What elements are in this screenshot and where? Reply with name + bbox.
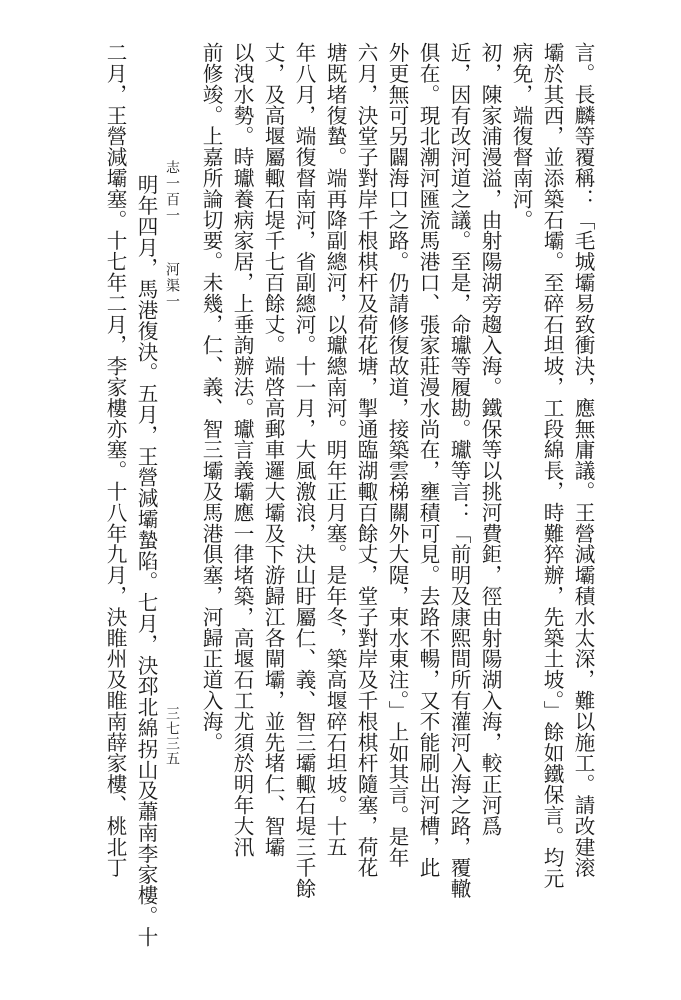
text-column: 明年四月，馬港復決。五月，王營減壩蟄陷。七月，決邳北綿拐山及蕭南李家樓。十: [134, 174, 158, 948]
text-column: 塘既堵復蟄。端再降副總河，以瓛總南河。明年正月塞。是年冬，築高堰碎石坦坡。十五: [323, 42, 347, 858]
text-column: 二月，王營減壩塞。十七年二月，李家樓亦塞。十八年九月，決睢州及睢南薛家樓、桃北丁: [103, 42, 127, 878]
text-column: 年八月，端復督南河，省副總河。十一月，大風激浪，決山盱屬仁、義、智三壩輙石堤三千餘: [292, 42, 316, 899]
text-column: 六月，決堂子對岸千根棋杆及荷花塘，掣通臨湖輙百餘丈，堂子對岸及千根棋杆隨塞，荷花: [354, 42, 378, 878]
page-number: 三七三五: [164, 706, 180, 766]
text-column: 俱在。現北潮河匯流馬港口、張家莊漫水尚在，壅積可見。去路不暢，又不能刷出河槽，此: [416, 42, 440, 878]
text-column: 前修竣。上嘉所論切要。未幾，仁、義、智三壩及馬港俱塞，河歸正道入海。: [199, 42, 223, 753]
text-column: 壩於其西，並添築石壩。至碎石坦坡，工段綿長，時難猝辦，先築土坡。」餘如鐵保言。均元: [540, 42, 564, 889]
section-title: 河渠一: [164, 262, 180, 310]
running-title: 志一百一: [164, 160, 180, 224]
text-column: 以洩水勢。時瓛養病家居，上垂詢辦法。瓛言義壩應一律堵築，高堰石工尤須於明年大汛: [230, 42, 254, 858]
text-column: 言。長麟等覆稱：「毛城壩易致衝決，應無庸議。王營減壩積水太深，難以施工。請改建滚: [571, 42, 595, 878]
text-column: 外更無可另闢海口之路。仍請修復故道，接築雲梯關外大隄，束水東注。」上如其言。是年: [385, 42, 409, 868]
text-column: 丈，及高堰屬輙石堤千七百餘丈。端啓高郵車邏大壩及下游歸江各閘壩，並先堵仁、智壩: [261, 42, 285, 858]
text-column: 初，陳家浦漫溢，由射陽湖旁趨入海。鐵保等以挑河費鉅，徑由射陽湖入海，較正河爲: [478, 42, 502, 837]
text-column: 病免，端復督南河。: [509, 42, 533, 231]
text-column: 近，因有改河道之議。至是，命瓛等履勘。瓛等言：「前明及康熙間所有灌河入海之路，覆轍: [447, 42, 471, 899]
